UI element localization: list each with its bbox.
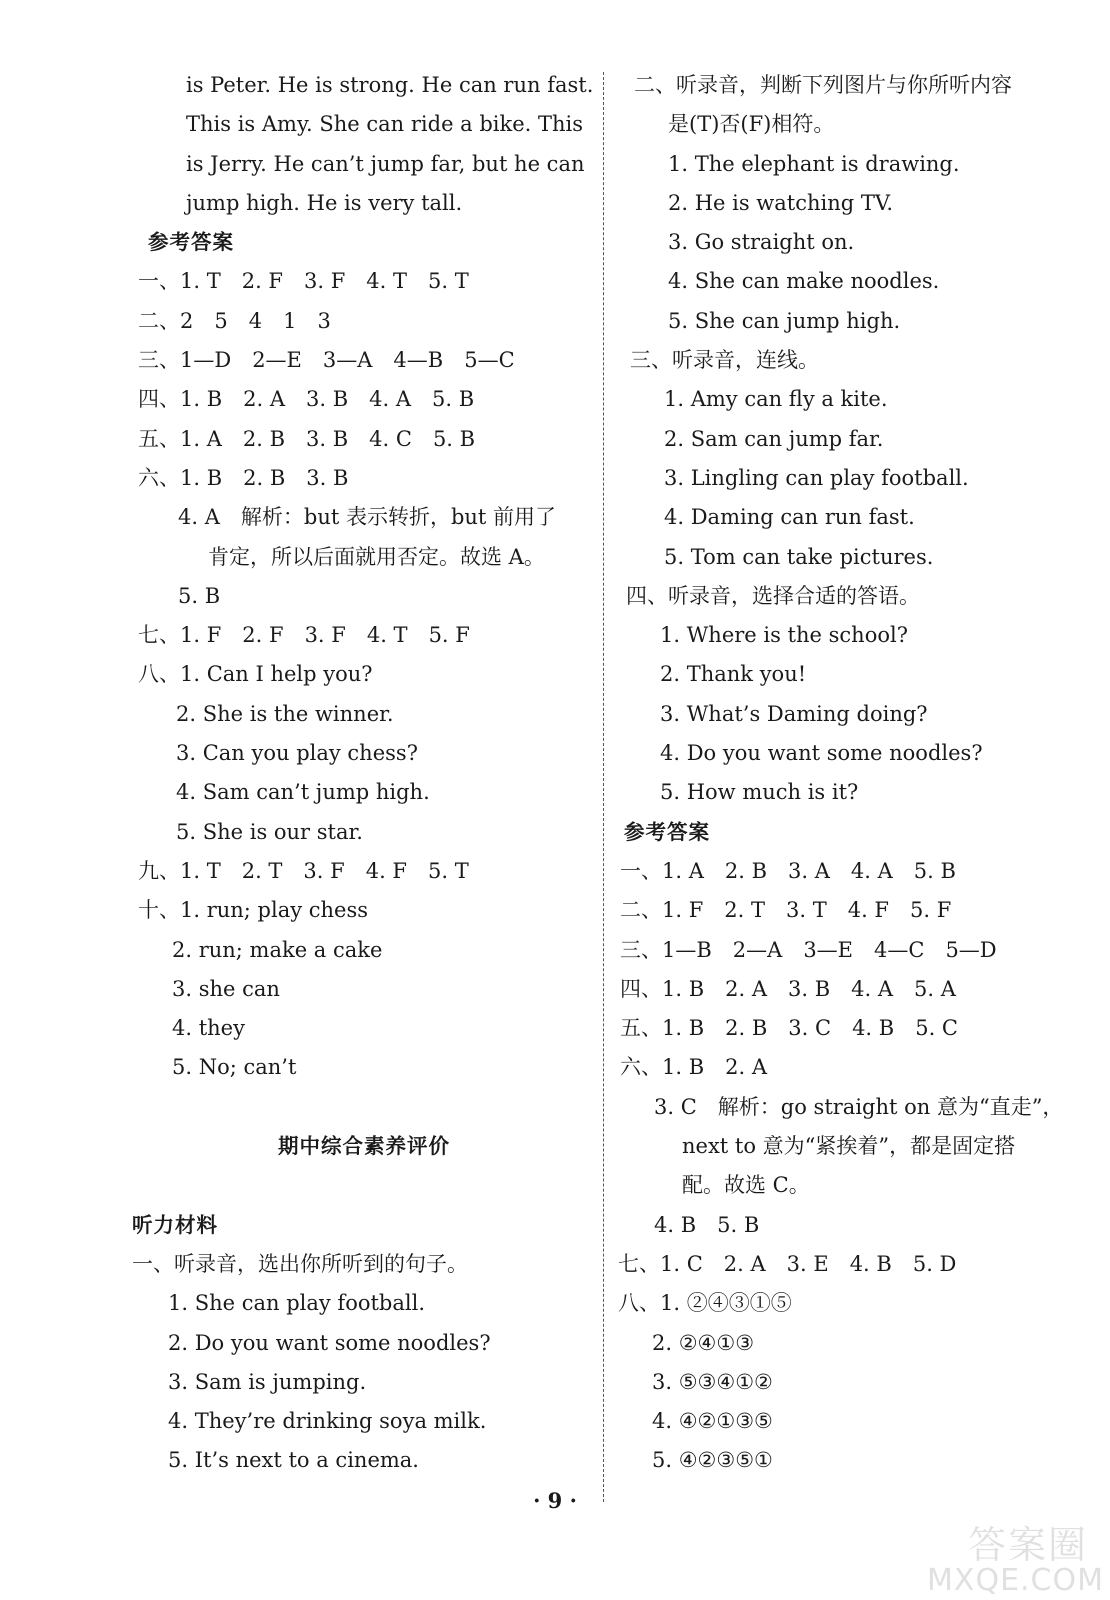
text-line: 5. ④②③⑤① bbox=[652, 1448, 773, 1473]
watermark-bottom: MXQE.COM bbox=[927, 1563, 1104, 1598]
text-line: 肯定，所以后面就用否定。故选 A。 bbox=[208, 544, 545, 569]
text-line: 1. The elephant is drawing. bbox=[668, 151, 960, 176]
text-line: is Jerry. He can’t jump far, but he can bbox=[186, 151, 585, 176]
text-line: 一、1. A 2. B 3. A 4. A 5. B bbox=[620, 858, 956, 883]
text-line: 4. ④②①③⑤ bbox=[652, 1409, 773, 1434]
text-line: 5. It’s next to a cinema. bbox=[168, 1448, 419, 1473]
text-line: 七、1. C 2. A 3. E 4. B 5. D bbox=[618, 1251, 957, 1276]
text-line: is Peter. He is strong. He can run fast. bbox=[186, 73, 594, 97]
text-line: 2. Do you want some noodles? bbox=[168, 1330, 491, 1355]
watermark-top: 答案圈 bbox=[967, 1523, 1088, 1567]
section-heading: 参考答案 bbox=[624, 819, 710, 844]
text-line: 5. How much is it? bbox=[660, 780, 859, 805]
text-line: 2. run; make a cake bbox=[172, 937, 383, 962]
text-line: 4. She can make noodles. bbox=[668, 269, 940, 294]
text-line: 1. Where is the school? bbox=[660, 623, 908, 648]
text-line bbox=[128, 1088, 600, 1127]
text-line: 四、听录音，选择合适的答语。 bbox=[626, 583, 920, 608]
text-line: 3. What’s Daming doing? bbox=[660, 701, 928, 726]
left-column bbox=[128, 66, 600, 1481]
text-line: 一、听录音，选出你所听到的句子。 bbox=[132, 1251, 468, 1276]
text-line: This is Amy. She can ride a bike. This bbox=[186, 112, 584, 137]
text-line: 5. She is our star. bbox=[176, 819, 363, 844]
text-line: 四、1. B 2. A 3. B 4. A 5. A bbox=[620, 976, 956, 1001]
text-line: 3. Can you play chess? bbox=[176, 741, 418, 766]
text-line: 4. they bbox=[172, 1016, 245, 1041]
text-line: 5. Tom can take pictures. bbox=[664, 544, 934, 569]
text-line: 十、1. run; play chess bbox=[138, 898, 369, 923]
text-line: 2. She is the winner. bbox=[176, 701, 394, 726]
text-line: 3. ⑤③④①② bbox=[652, 1369, 773, 1394]
text-line: 八、1. ②④③①⑤ bbox=[618, 1291, 792, 1316]
text-line: 三、1—D 2—E 3—A 4—B 5—C bbox=[138, 348, 515, 373]
text-line: 2. Thank you! bbox=[660, 662, 807, 687]
text-line: 2. ②④①③ bbox=[652, 1330, 755, 1355]
text-line: 3. Sam is jumping. bbox=[168, 1369, 367, 1394]
text-line: 4. B 5. B bbox=[654, 1212, 760, 1237]
page-number: · 9 · bbox=[533, 1488, 577, 1513]
text-line: 1. Amy can fly a kite. bbox=[664, 387, 888, 412]
text-line: 五、1. A 2. B 3. B 4. C 5. B bbox=[138, 426, 476, 451]
text-line: 2. He is watching TV. bbox=[668, 190, 894, 215]
text-line: 九、1. T 2. T 3. F 4. F 5. T bbox=[138, 858, 469, 883]
text-line: 1. She can play football. bbox=[168, 1291, 425, 1316]
column-divider bbox=[603, 72, 604, 1502]
text-line: next to 意为“紧挨着”，都是固定搭 bbox=[682, 1134, 1016, 1159]
text-line: 三、1—B 2—A 3—E 4—C 5—D bbox=[620, 937, 997, 962]
watermark-logo bbox=[927, 1508, 1106, 1600]
text-line: 是(T)否(F)相符。 bbox=[668, 112, 835, 137]
text-line: 七、1. F 2. F 3. F 4. T 5. F bbox=[138, 623, 470, 648]
text-line bbox=[128, 1166, 600, 1205]
text-line: 5. No; can’t bbox=[172, 1055, 297, 1080]
text-line: 二、听录音，判断下列图片与你所听内容 bbox=[634, 73, 1012, 97]
text-line: 八、1. Can I help you? bbox=[138, 662, 373, 687]
right-column bbox=[610, 66, 1100, 1481]
text-line: 六、1. B 2. A bbox=[620, 1055, 768, 1080]
text-line: 4. Daming can run fast. bbox=[664, 505, 915, 530]
text-line: 一、1. T 2. F 3. F 4. T 5. T bbox=[138, 269, 469, 294]
text-line: 六、1. B 2. B 3. B bbox=[138, 465, 349, 490]
text-line: 5. B bbox=[178, 583, 221, 608]
text-line: 四、1. B 2. A 3. B 4. A 5. B bbox=[138, 387, 475, 412]
text-line: 4. Do you want some noodles? bbox=[660, 741, 983, 766]
text-line: 3. C 解析：go straight on 意为“直走”， bbox=[654, 1094, 1064, 1119]
text-line: 二、1. F 2. T 3. T 4. F 5. F bbox=[620, 898, 952, 923]
text-line: 4. They’re drinking soya milk. bbox=[168, 1409, 487, 1434]
section-title: 期中综合素养评价 bbox=[278, 1134, 450, 1159]
text-line: 二、2 5 4 1 3 bbox=[138, 308, 331, 333]
section-heading: 参考答案 bbox=[148, 230, 234, 255]
text-line: 4. A 解析：but 表示转折，but 前用了 bbox=[178, 505, 557, 530]
text-line: jump high. He is very tall. bbox=[186, 190, 463, 215]
text-line: 3. she can bbox=[172, 976, 280, 1001]
section-heading: 听力材料 bbox=[132, 1212, 218, 1237]
text-line: 4. Sam can’t jump high. bbox=[176, 780, 430, 805]
text-line: 三、听录音，连线。 bbox=[630, 348, 819, 373]
text-line: 2. Sam can jump far. bbox=[664, 426, 884, 451]
text-line: 3. Go straight on. bbox=[668, 230, 855, 255]
text-line: 配。故选 C。 bbox=[682, 1173, 810, 1198]
text-line: 五、1. B 2. B 3. C 4. B 5. C bbox=[620, 1016, 958, 1041]
text-line: 5. She can jump high. bbox=[668, 308, 901, 333]
text-line: 3. Lingling can play football. bbox=[664, 465, 969, 490]
